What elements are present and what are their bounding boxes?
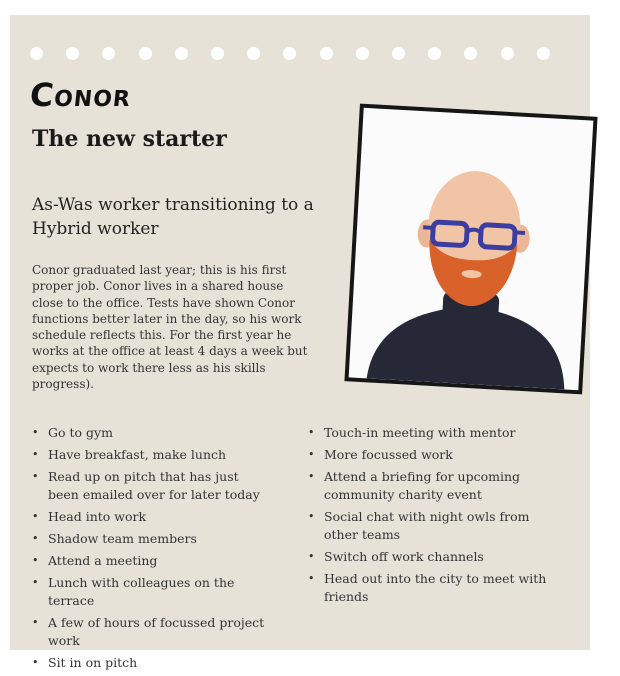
punch-hole: [102, 47, 115, 60]
list-item: • Head out into the city to meet with friends: [308, 570, 558, 606]
list-item: • Attend a meeting: [32, 552, 272, 570]
punch-hole: [211, 47, 224, 60]
punch-hole: [537, 47, 550, 60]
list-item: • Social chat with night owls from other teams: [308, 508, 558, 544]
punch-hole: [30, 47, 43, 60]
punch-hole: [175, 47, 188, 60]
list-item: • Go to gym: [32, 424, 272, 442]
portrait-icon: [349, 108, 594, 390]
list-item: • Have breakfast, make lunch: [32, 446, 272, 464]
list-item: • Switch off work channels: [308, 548, 558, 566]
persona-role: The new starter: [32, 126, 227, 152]
punch-hole: [247, 47, 260, 60]
punch-hole: [501, 47, 514, 60]
list-item: • Shadow team members: [32, 530, 272, 548]
punch-hole: [139, 47, 152, 60]
activity-list-right: [308, 424, 558, 610]
persona-subtitle: As-Was worker transitioning to a Hybrid worker: [32, 195, 314, 239]
notebook-holes: [30, 47, 550, 61]
punch-hole: [356, 47, 369, 60]
list-item: • A few of hours of focussed project work: [32, 614, 272, 650]
punch-hole: [66, 47, 79, 60]
list-item: • Read up on pitch that has just been emailed over for later today: [32, 468, 272, 504]
punch-hole: [283, 47, 296, 60]
punch-hole: [428, 47, 441, 60]
persona-name: Conor: [28, 76, 134, 114]
punch-hole: [392, 47, 405, 60]
list-item: • More focussed work: [308, 446, 558, 464]
punch-hole: [320, 47, 333, 60]
punch-hole: [464, 47, 477, 60]
portrait-frame: [344, 104, 597, 395]
list-item: • Touch-in meeting with mentor: [308, 424, 558, 442]
list-item: • Lunch with colleagues on the terrace: [32, 574, 272, 610]
list-item: • Sit in on pitch: [32, 654, 272, 672]
list-item: • Head into work: [32, 508, 272, 526]
persona-bio: Conor graduated last year; this is his first proper job. Conor lives in a shared house close to the office. Tests have shown Conor functions better later in the day, so his work schedule reflects this. For the first year he works at the office at least 4 days a week but expects to work there less as his skills progress).: [32, 263, 308, 392]
list-item: • Attend a briefing for upcoming community charity event: [308, 468, 558, 504]
activity-list-left: [32, 424, 272, 676]
